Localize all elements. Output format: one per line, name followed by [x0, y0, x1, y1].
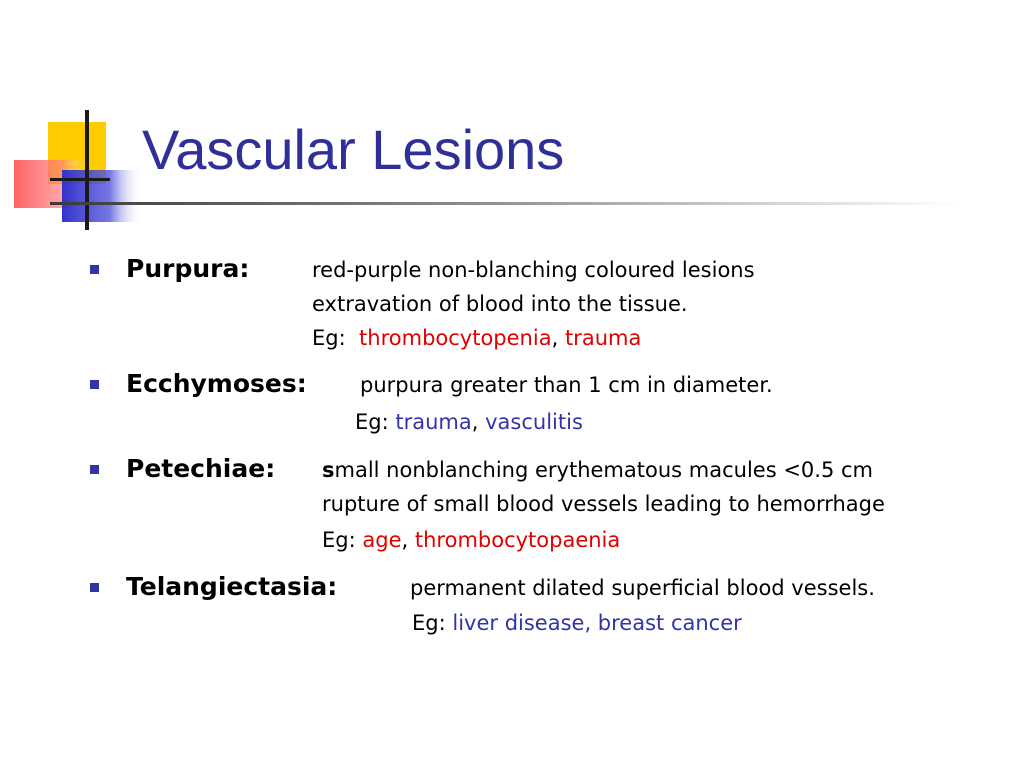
definition-line	[322, 460, 873, 481]
definition-line: purpura greater than 1 cm in diameter.	[360, 373, 773, 397]
term-telangiectasia: Telangiectasia:	[126, 572, 338, 601]
bullet-marker	[90, 265, 99, 274]
title-divider	[50, 202, 960, 205]
example-item: liver disease, breast cancer	[452, 611, 742, 635]
example-line	[412, 613, 742, 634]
term-purpura: Purpura:	[126, 254, 250, 283]
eg-label: Eg:	[412, 611, 446, 635]
term-ecchymoses: Ecchymoses:	[126, 369, 307, 398]
example-item: age	[362, 528, 402, 552]
example-item: trauma	[564, 326, 642, 350]
example-separator: ,	[551, 326, 559, 350]
bullet-marker	[90, 583, 99, 592]
example-separator: ,	[401, 528, 409, 552]
eg-label: Eg:	[322, 528, 356, 552]
example-item: vasculitis	[485, 410, 583, 434]
bullet-marker	[90, 380, 99, 389]
definition-line: red-purple non-blanching coloured lesions	[312, 258, 755, 282]
example-line	[312, 328, 641, 349]
eg-label: Eg:	[355, 410, 389, 434]
emphasized-letter: s	[322, 458, 335, 482]
eg-label: Eg:	[312, 326, 346, 350]
bullet-marker	[90, 465, 99, 474]
definition-text: mall nonblanching erythematous macules <0.5 cm	[334, 458, 873, 482]
definition-line: extravation of blood into the tissue.	[312, 292, 688, 316]
definition-line: rupture of small blood vessels leading to hemorrhage	[322, 492, 885, 516]
slide-title: Vascular Lesions	[142, 118, 565, 181]
example-line	[355, 412, 583, 433]
definition-line: permanent dilated superficial blood vessels.	[410, 576, 875, 600]
example-item: thrombocytopaenia	[414, 528, 621, 552]
example-separator: ,	[471, 410, 479, 434]
example-item: thrombocytopenia	[359, 326, 552, 350]
example-item: trauma	[395, 410, 472, 434]
example-line	[322, 530, 620, 551]
term-petechiae: Petechiae:	[126, 454, 276, 483]
